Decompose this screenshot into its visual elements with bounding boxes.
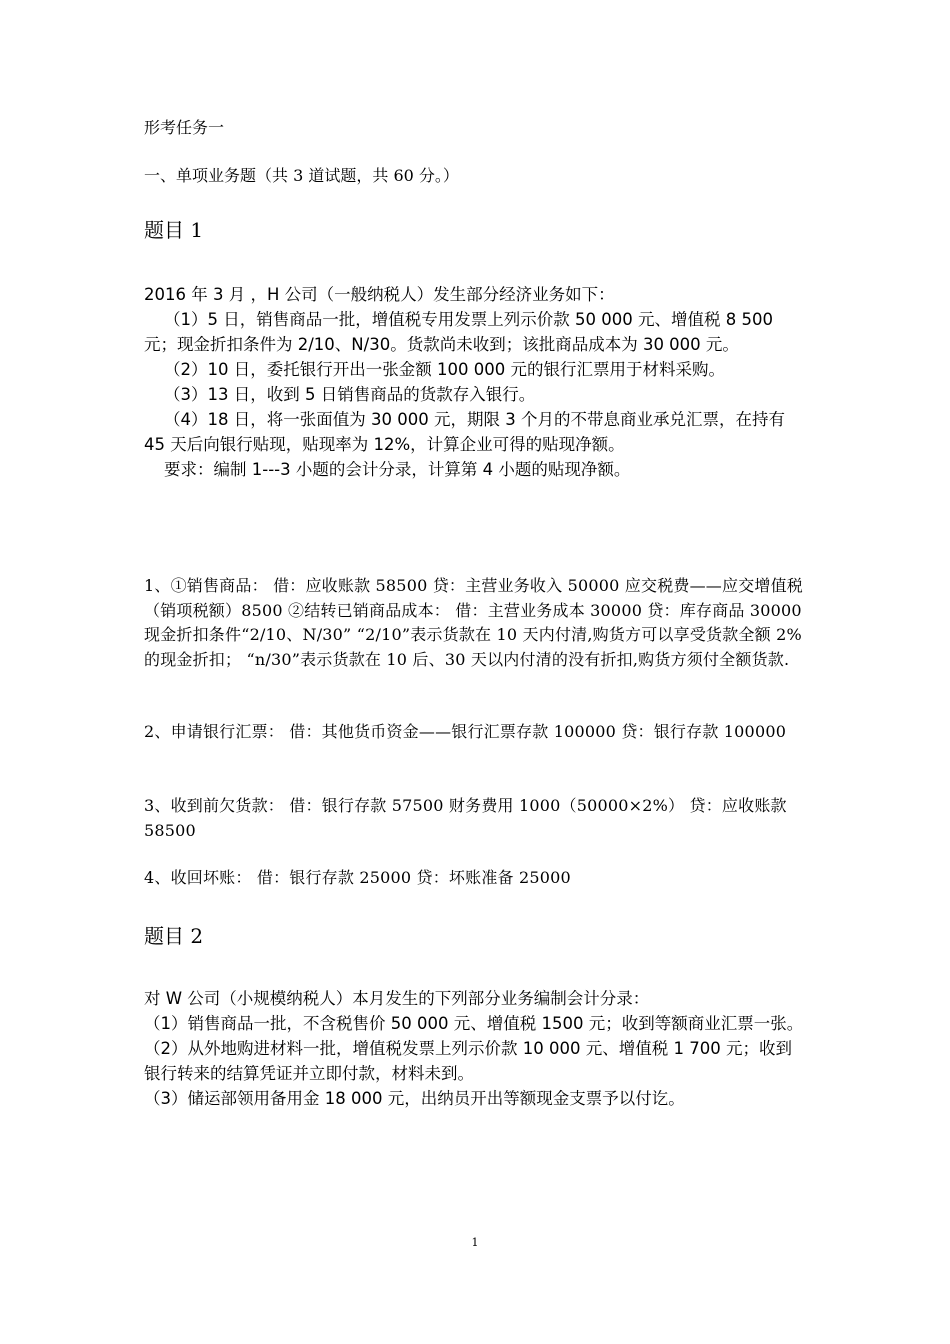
question-1-requirement: 要求：编制 1---3 小题的会计分录，计算第 4 小题的贴现净额。 bbox=[164, 460, 631, 479]
question-2-item: （1）销售商品一批，不含税售价 50 000 元、增值税 1500 元；收到等额商业汇票一张。 bbox=[144, 1014, 804, 1033]
page-number: 1 bbox=[471, 1236, 479, 1249]
question-1-item: （4）18 日，将一张面值为 30 000 元，期限 3 个月的不带息商业承兑汇票，在持有 45 天后向银行贴现，贴现率为 12%，计算企业可得的贴现净额。 bbox=[144, 410, 785, 454]
question-2-body bbox=[144, 986, 808, 1111]
document-title: 形考任务一 bbox=[144, 118, 225, 137]
question-2-heading: 题目 2 bbox=[144, 924, 204, 948]
answer-4: 4、收回坏账： 借：银行存款 25000 贷：坏账准备 25000 bbox=[144, 868, 571, 887]
answer-1: 1、①销售商品： 借：应收账款 58500 贷：主营业务收入 50000 应交税费——应交增值税（销项税额）8500 ②结转已销商品成本： 借：主营业务成本 30000 贷：库存商品 30000 现金折扣条件“2/10、N/30” “2/10”表示货款在 10 天内付清,购货方可以享受货款全额 2%的现金折扣； “n/30”表示货款在 10 后、30 天以内付清的没有折扣,购货方须付全额货款. bbox=[144, 576, 804, 669]
question-1-heading: 题目 1 bbox=[144, 218, 204, 242]
question-1-item: （2）10 日，委托银行开出一张金额 100 000 元的银行汇票用于材料采购。 bbox=[164, 360, 725, 379]
question-1-item: （3）13 日，收到 5 日销售商品的货款存入银行。 bbox=[164, 385, 536, 404]
question-2-intro: 对 W 公司（小规模纳税人）本月发生的下列部分业务编制会计分录： bbox=[144, 989, 650, 1008]
question-2-item: （3）储运部领用备用金 18 000 元，出纳员开出等额现金支票予以付讫。 bbox=[144, 1089, 685, 1108]
question-1-intro: 2016 年 3 月 ，H 公司（一般纳税人）发生部分经济业务如下： bbox=[144, 285, 615, 304]
section-heading: 一、单项业务题（共 3 道试题，共 60 分。） bbox=[144, 166, 459, 185]
question-2-item: （2）从外地购进材料一批，增值税发票上列示价款 10 000 元、增值税 1 700 元；收到银行转来的结算凭证并立即付款，材料未到。 bbox=[144, 1039, 792, 1083]
answer-2: 2、申请银行汇票： 借：其他货币资金——银行汇票存款 100000 贷：银行存款 100000 bbox=[144, 722, 787, 741]
question-1-item: （1）5 日，销售商品一批，增值税专用发票上列示价款 50 000 元、增值税 8 500 元；现金折扣条件为 2/10、N/30。货款尚未收到；该批商品成本为 30 000 元。 bbox=[144, 310, 773, 354]
question-1-body bbox=[144, 282, 808, 482]
answer-3: 3、收到前欠货款： 借：银行存款 57500 财务费用 1000（50000×2%） 贷：应收账款 58500 bbox=[144, 796, 787, 840]
